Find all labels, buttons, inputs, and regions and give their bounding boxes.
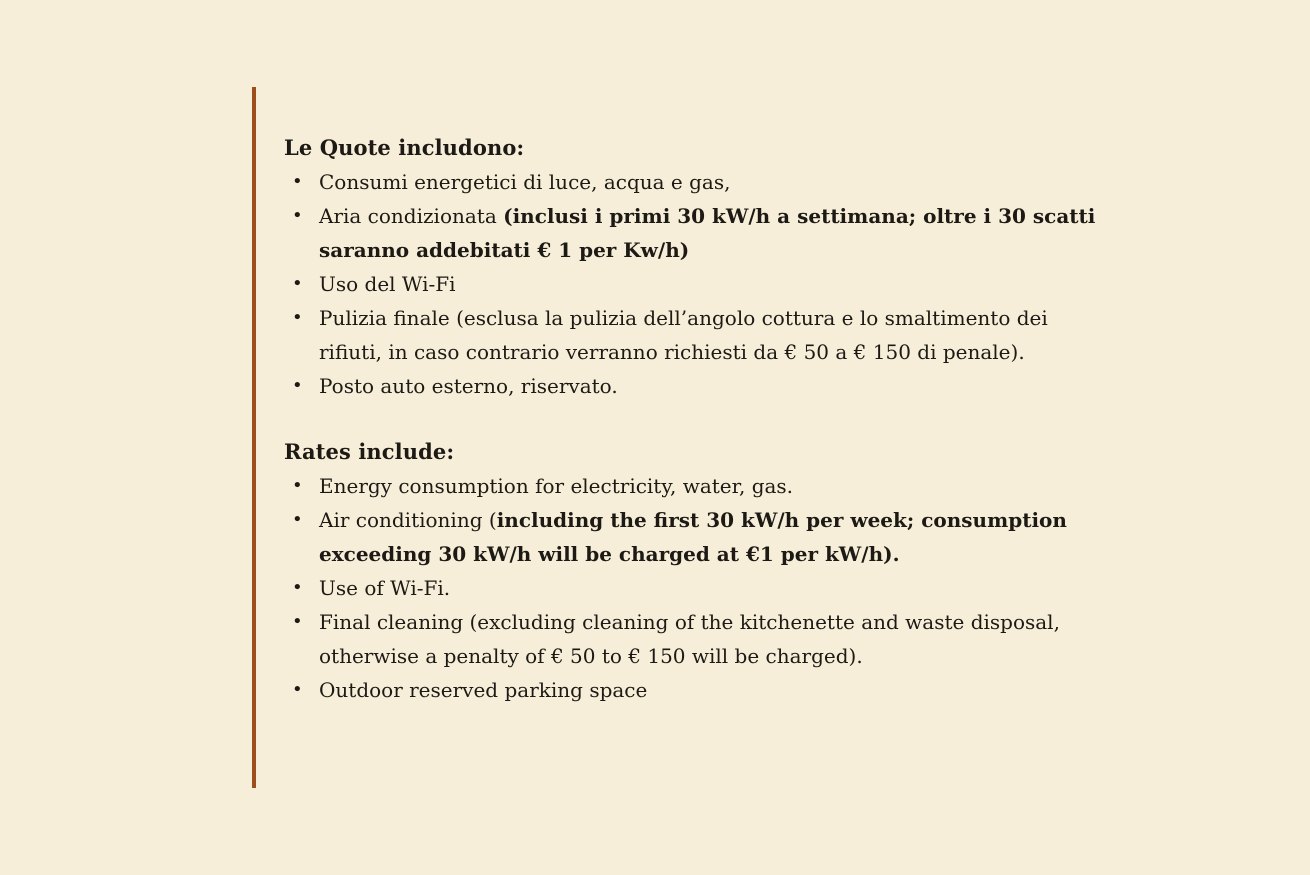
list-item bbox=[284, 605, 1104, 673]
item-text: Air conditioning ( bbox=[319, 508, 497, 532]
section-italian bbox=[284, 131, 1104, 403]
inclusions-list bbox=[284, 469, 1104, 707]
item-text: Pulizia finale (esclusa la pulizia dell’angolo cottura e lo smaltimento dei rifiuti, in caso contrario verranno richiesti da € 50 a € 150 di penale). bbox=[319, 306, 1048, 364]
list-item bbox=[284, 369, 1104, 403]
list-item bbox=[284, 267, 1104, 301]
rates-content bbox=[284, 131, 1104, 707]
item-text: Aria condizionata bbox=[319, 204, 504, 228]
item-text: Posto auto esterno, riservato. bbox=[319, 374, 618, 398]
item-text: Consumi energetici di luce, acqua e gas, bbox=[319, 170, 731, 194]
list-item bbox=[284, 165, 1104, 199]
list-item bbox=[284, 571, 1104, 605]
list-item bbox=[284, 503, 1104, 571]
section-english bbox=[284, 435, 1104, 707]
item-bold-text: (inclusi i primi 30 kW/h a settimana; oltre i 30 scatti saranno addebitati € 1 per Kw/h) bbox=[319, 204, 1096, 262]
item-text: Uso del Wi-Fi bbox=[319, 272, 456, 296]
item-text: Energy consumption for electricity, water, gas. bbox=[319, 474, 794, 498]
item-bold-text: including the first 30 kW/h per week; consumption exceeding 30 kW/h will be charged at €1 per kW/h). bbox=[319, 508, 1067, 566]
list-item bbox=[284, 199, 1104, 267]
item-text: Final cleaning (excluding cleaning of the kitchenette and waste disposal, otherwise a penalty of € 50 to € 150 will be charged). bbox=[319, 610, 1060, 668]
list-item bbox=[284, 673, 1104, 707]
section-heading: Rates include: bbox=[284, 439, 455, 464]
item-text: Use of Wi-Fi. bbox=[319, 576, 451, 600]
list-item bbox=[284, 469, 1104, 503]
item-text: Outdoor reserved parking space bbox=[319, 678, 648, 702]
list-item bbox=[284, 301, 1104, 369]
section-heading: Le Quote includono: bbox=[284, 135, 525, 160]
inclusions-list bbox=[284, 165, 1104, 403]
accent-bar bbox=[252, 87, 256, 788]
